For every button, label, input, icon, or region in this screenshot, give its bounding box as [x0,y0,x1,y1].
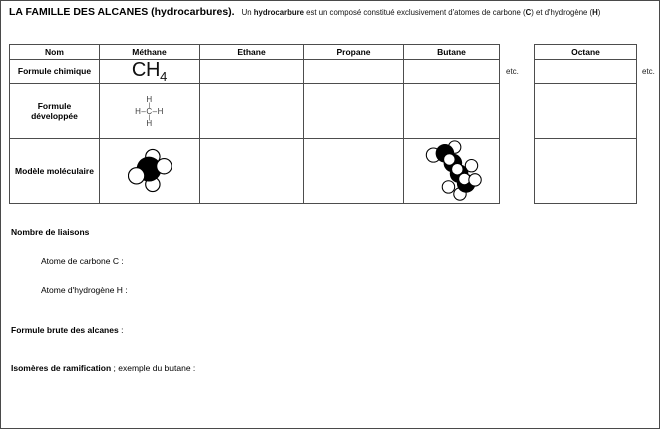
cell-propane-modele-moleculaire [304,139,404,204]
title-bar [9,6,657,18]
row-label-formule-chimique: Formule chimique [10,60,100,84]
cell-butane-modele-moleculaire [404,139,500,204]
cell-propane-formule-developpee [304,84,404,139]
col-header-methane: Méthane [100,45,200,60]
page-title: LA FAMILLE DES ALCANES (hydrocarbures). [9,6,235,18]
subtitle-text: ) et d'hydrogène ( [531,8,593,17]
col-header-butane: Butane [404,45,500,60]
col-header-propane: Propane [304,45,404,60]
octane-table [534,44,637,204]
subtitle-text: ) [597,8,601,17]
cell-ethane-modele-moleculaire [200,139,304,204]
subtitle-text: est un composé constitué exclusivement d'atomes de carbone ( [303,8,526,17]
cell-ethane-formule-developpee [200,84,304,139]
methane-model-icon [128,148,172,194]
cell-octane-modele-moleculaire [535,139,637,204]
col-header-nom: Nom [10,45,100,60]
subtitle-bold-hydrocarbure: hydrocarbure [253,8,304,17]
cell-propane-formule-chimique [304,60,404,84]
cell-methane-formule-developpee [100,84,200,139]
cell-butane-formule-chimique [404,60,500,84]
subtitle-bold-h: H [592,8,598,17]
subtitle-bold-c: C [525,8,532,17]
row-label-formule-developpee: Formule développée [10,84,100,139]
cell-octane-formule-developpee [535,84,637,139]
cell-methane-modele-moleculaire [100,139,200,204]
cell-methane-formule-chimique [100,60,200,84]
methane-developed-formula: H | H–C–H | H [135,94,164,128]
page-subtitle [242,8,601,17]
cell-butane-formule-developpee [404,84,500,139]
prompt-atome-carbone: Atome de carbone C : [41,256,124,266]
prompt-formule-brute: Formule brute des alcanes : [11,325,124,335]
section-title-nombre-de-liaisons: Nombre de liaisons [11,227,90,237]
cell-octane-formule-chimique [535,60,637,84]
col-header-octane: Octane [535,45,637,60]
prompt-isomeres-ramification: Isomères de ramification ; exemple du butane : [11,363,196,373]
subtitle-text: Un [241,8,254,17]
etc-label-left: etc. [506,67,519,76]
alkanes-table [9,44,500,204]
methane-chemical-formula: $CH_4$ [131,59,168,84]
col-header-ethane: Ethane [200,45,304,60]
butane-model-icon [421,140,483,202]
etc-label-right: etc. [642,67,655,76]
cell-ethane-formule-chimique [200,60,304,84]
row-label-modele-moleculaire: Modèle moléculaire [10,139,100,204]
prompt-atome-hydrogene: Atome d'hydrogène H : [41,285,128,295]
